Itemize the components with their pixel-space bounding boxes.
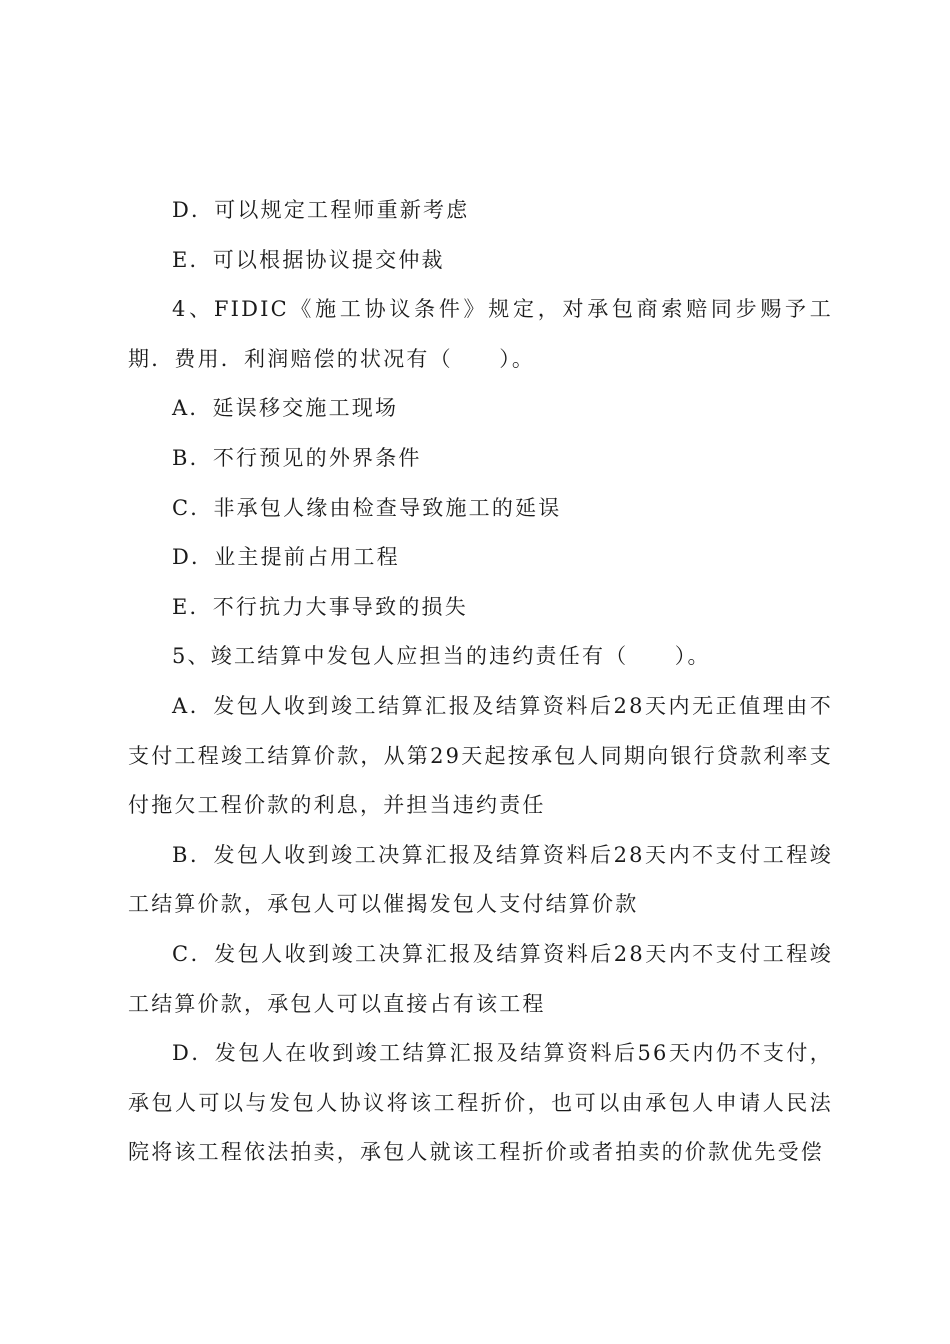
option-d-reconsider: D．可以规定工程师重新考虑 [172, 198, 470, 222]
q5-option-b: B．发包人收到竣工决算汇报及结算资料后28天内不支付工程竣工结算价款，承包人可以催揭发包人支付结算价款 [128, 842, 833, 917]
q5-option-d: D．发包人在收到竣工结算汇报及结算资料后56天内仍不支付，承包人可以与发包人协议将该工程折价，也可以由承包人申请人民法院将该工程依法拍卖，承包人就该工程折价或者拍卖的价款优先受偿 [128, 1041, 833, 1165]
q5-option-c: C．发包人收到竣工决算汇报及结算资料后28天内不支付工程竣工结算价款，承包人可以直接占有该工程 [128, 941, 833, 1016]
question-4: 4、FIDIC《施工协议条件》规定，对承包商索赔同步赐予工期．费用．利润赔偿的状况有（ ）。 [128, 297, 833, 371]
document-body [128, 186, 833, 1178]
q4-option-c: C．非承包人缘由检查导致施工的延误 [172, 495, 562, 520]
q4-option-b: B．不行预见的外界条件 [172, 445, 422, 470]
q4-option-d: D．业主提前占用工程 [172, 545, 400, 570]
option-e-arbitration: E．可以根据协议提交仲裁 [172, 247, 445, 272]
question-5: 5、竣工结算中发包人应担当的违约责任有（ ）。 [172, 644, 711, 669]
q5-option-a: A．发包人收到竣工结算汇报及结算资料后28天内无正值理由不支付工程竣工结算价款，从第29天起按承包人同期向银行贷款利率支付拖欠工程价款的利息，并担当违约责任 [128, 693, 833, 818]
q4-option-a: A．延误移交施工现场 [172, 396, 399, 421]
q4-option-e: E．不行抗力大事导致的损失 [172, 594, 468, 619]
